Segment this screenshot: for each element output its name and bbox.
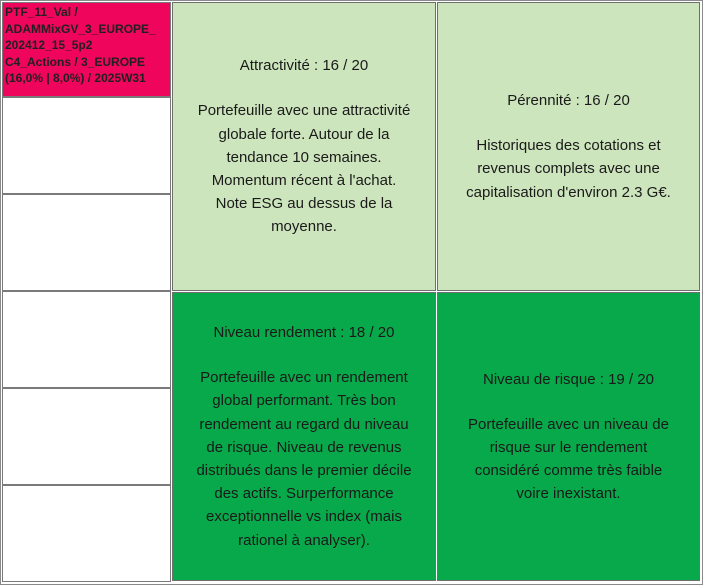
risque-line: risque sur le rendement — [489, 438, 648, 456]
attractivite-title: Attractivité : 16 / 20 — [239, 57, 369, 75]
risque-title: Niveau de risque : 19 / 20 — [483, 370, 654, 388]
risque-body — [468, 413, 669, 506]
attractivite-line: tendance 10 semaines. — [226, 148, 382, 166]
rendement-line: distribués dans le premier décile — [196, 462, 412, 479]
empty-cell — [2, 97, 171, 194]
perennite-line: Historiques des cotations et — [476, 137, 661, 155]
perennite-body — [466, 134, 671, 204]
rendement-line: des actifs. Surperformance — [214, 485, 394, 503]
perennite-title: Pérennité : 16 / 20 — [507, 92, 630, 110]
attractivite-line: Note ESG au dessus de la — [215, 195, 393, 213]
rendement-line: global performant. Très bon — [212, 392, 396, 410]
risque-line: Portefeuille avec un niveau de — [468, 415, 669, 433]
portfolio-label — [2, 2, 171, 97]
perennite-cell — [437, 2, 700, 291]
empty-cell — [2, 291, 171, 388]
attractivite-line: globale forte. Autour de la — [218, 125, 390, 143]
rendement-line: de risque. Niveau de revenus — [206, 438, 402, 456]
risque-line: voire inexistant. — [516, 485, 621, 503]
risque-line: considéré comme très faible — [474, 462, 663, 479]
rendement-body — [196, 366, 411, 552]
perennite-line: revenus complets avec une — [477, 160, 660, 178]
rendement-title: Niveau rendement : 18 / 20 — [213, 324, 395, 342]
empty-cell — [2, 388, 171, 485]
empty-cell — [2, 485, 171, 582]
empty-cell — [2, 194, 171, 291]
attractivite-body — [198, 99, 411, 238]
risque-cell — [437, 292, 700, 581]
perennite-line: capitalisation d'environ 2.3 G€. — [466, 183, 671, 201]
attractivite-cell — [172, 2, 436, 291]
rendement-line: rationel à analyser). — [238, 531, 370, 549]
portfolio-label-line: 202412_15_5p2 — [5, 38, 93, 52]
portfolio-label-line: ADAMMixGV_3_EUROPE_ — [5, 21, 156, 36]
attractivite-line: Momentum récent à l'achat. — [211, 172, 397, 189]
rendement-cell — [172, 292, 436, 581]
portfolio-label-line: PTF_11_Val / — [5, 5, 78, 19]
portfolio-label-line: C4_Actions / 3_EUROPE — [5, 54, 146, 69]
rendement-line: Portefeuille avec un rendement — [200, 369, 408, 387]
portfolio-label-line: (16,0% | 8,0%) / 2025W31 — [5, 71, 146, 85]
rendement-line: rendement au regard du niveau — [199, 415, 409, 433]
rendement-line: exceptionnelle vs index (mais — [206, 508, 402, 526]
attractivite-line: moyenne. — [271, 218, 337, 236]
attractivite-line: Portefeuille avec une attractivité — [197, 102, 411, 120]
